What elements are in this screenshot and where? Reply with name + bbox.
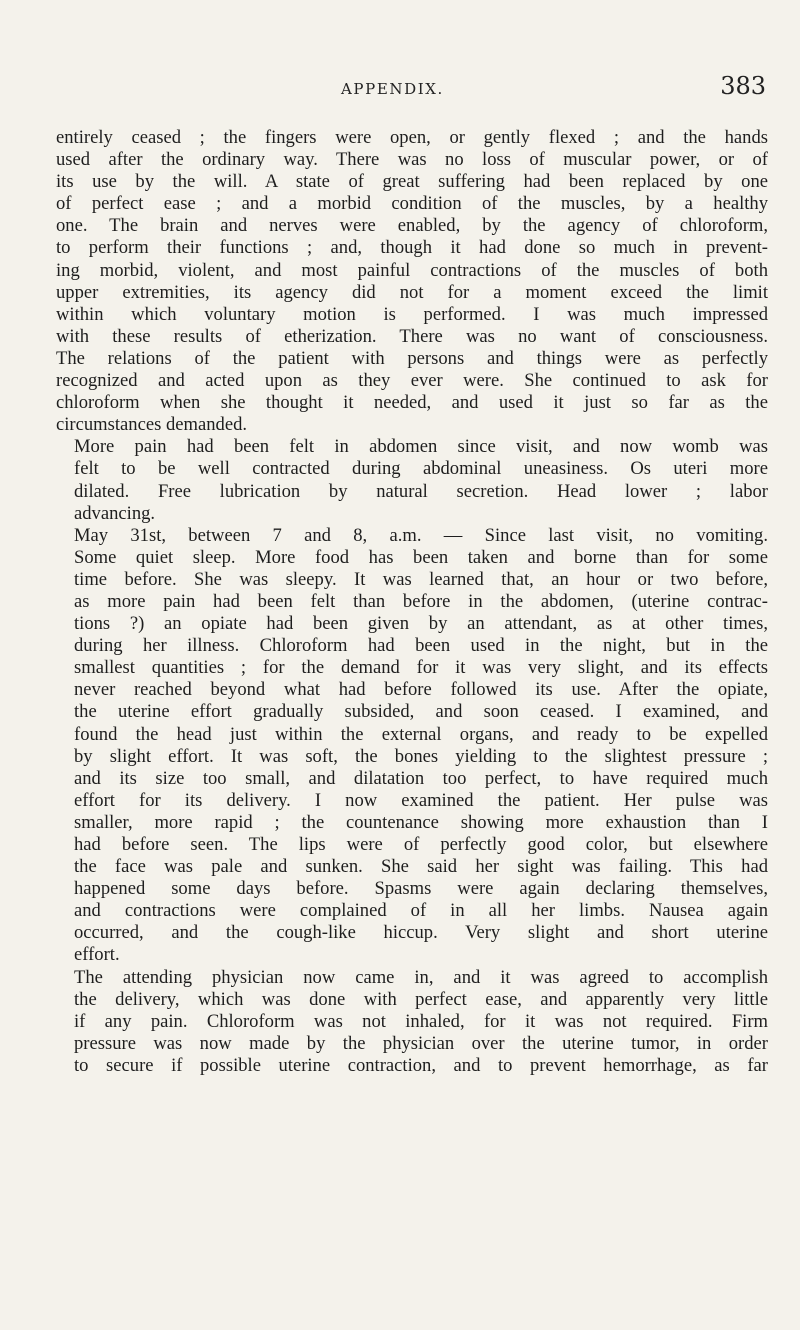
running-head: APPENDIX. <box>341 80 444 98</box>
text-line: if any pain. Chloroform was not inhaled, for it was not required. Firm <box>74 1010 768 1032</box>
text-line: tions ?) an opiate had been given by an attendant, as at other times, <box>74 613 768 635</box>
text-line: by slight effort. It was soft, the bones yielding to the slightest pressure ; <box>74 745 768 767</box>
text-line: used after the ordinary way. There was no loss of muscular power, or of <box>56 149 768 171</box>
text-line: the uterine effort gradually subsided, and soon ceased. I examined, and <box>74 701 768 723</box>
text-line: one. The brain and nerves were enabled, by the agency of chloroform, <box>56 215 768 237</box>
text-line: smallest quantities ; for the demand for it was very slight, and its effects <box>74 657 768 679</box>
page-number: 383 <box>720 72 766 100</box>
text-line: to perform their functions ; and, though it had done so much in prevent- <box>56 237 768 259</box>
body-text <box>56 127 768 1077</box>
text-line: entirely ceased ; the fingers were open, or gently flexed ; and the hands <box>56 127 768 148</box>
text-line: during her illness. Chloroform had been used in the night, but in the <box>74 635 768 657</box>
text-line: May 31st, between 7 and 8, a.m. — Since last visit, no vomiting. <box>74 524 768 546</box>
text-line: to secure if possible uterine contraction, and to prevent hemorrhage, as far <box>74 1054 768 1076</box>
text-line: upper extremities, its agency did not for a moment exceed the limit <box>56 281 768 303</box>
paragraph <box>56 436 768 524</box>
page-header <box>56 74 768 114</box>
text-line: The relations of the patient with persons and things were as perfectly <box>56 347 768 369</box>
text-line: More pain had been felt in abdomen since visit, and now womb was <box>74 436 768 458</box>
text-line: within which voluntary motion is performed. I was much impressed <box>56 303 768 325</box>
text-line: ing morbid, violent, and most painful contractions of the muscles of both <box>56 259 768 281</box>
text-line: had before seen. The lips were of perfectly good color, but elsewhere <box>74 834 768 855</box>
text-line: smaller, more rapid ; the countenance showing more exhaustion than I <box>74 811 768 833</box>
text-line: the face was pale and sunken. She said her sight was failing. This had <box>74 856 768 878</box>
text-line: Some quiet sleep. More food has been taken and borne than for some <box>74 546 768 568</box>
text-line: and contractions were complained of in all her limbs. Nausea again <box>74 900 768 922</box>
text-line: never reached beyond what had before followed its use. After the opiate, <box>74 679 768 701</box>
paragraph <box>56 525 768 967</box>
text-line: effort. <box>74 944 120 966</box>
paragraph <box>56 127 768 436</box>
text-line: dilated. Free lubrication by natural secretion. Head lower ; labor <box>74 480 768 502</box>
text-line: The attending physician now came in, and it was agreed to accomplish <box>74 966 768 988</box>
text-line: the delivery, which was done with perfect ease, and apparently very little <box>74 988 768 1010</box>
text-line: circumstances demanded. <box>56 414 248 436</box>
text-line: recognized and acted upon as they ever were. She continued to ask for <box>56 370 768 392</box>
paragraph <box>56 967 768 1077</box>
text-line: happened some days before. Spasms were again declaring themselves, <box>74 878 768 900</box>
text-line: effort for its delivery. I now examined the patient. Her pulse was <box>74 789 768 811</box>
text-line: with these results of etherization. There was no want of consciousness. <box>56 325 768 347</box>
text-line: of perfect ease ; and a morbid condition of the muscles, by a healthy <box>56 193 768 215</box>
text-line: occurred, and the cough-like hiccup. Very slight and short uterine <box>74 922 768 944</box>
text-line: advancing. <box>74 502 156 524</box>
text-line: and its size too small, and dilatation too perfect, to have required much <box>74 767 768 789</box>
text-line: found the head just within the external organs, and ready to be expelled <box>74 723 768 745</box>
text-line: time before. She was sleepy. It was learned that, an hour or two before, <box>74 568 768 590</box>
text-line: as more pain had been felt than before in the abdomen, (uterine contrac- <box>74 590 768 612</box>
text-line: felt to be well contracted during abdominal uneasiness. Os uteri more <box>74 458 768 480</box>
text-line: its use by the will. A state of great suffering had been replaced by one <box>56 171 768 193</box>
text-line: pressure was now made by the physician over the uterine tumor, in order <box>74 1032 768 1054</box>
text-line: chloroform when she thought it needed, and used it just so far as the <box>56 392 768 414</box>
